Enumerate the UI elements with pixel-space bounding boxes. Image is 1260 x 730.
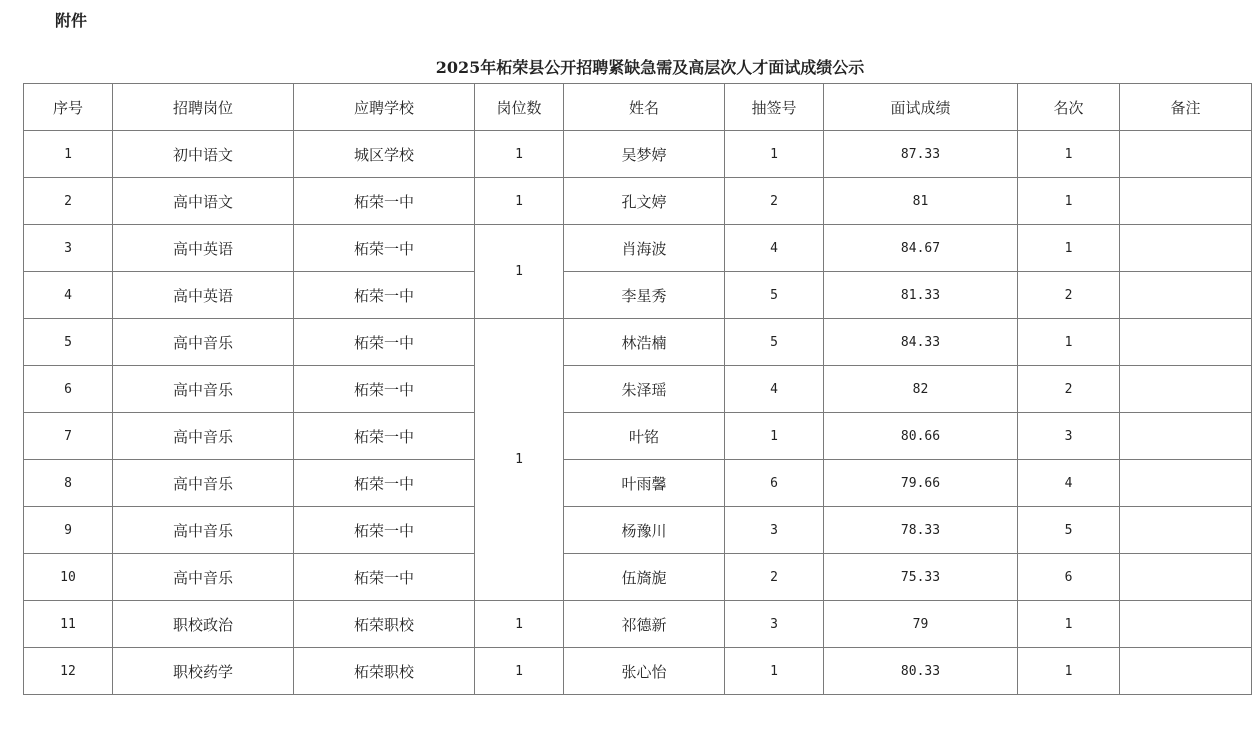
cell-seq: 11	[24, 601, 113, 648]
cell-seq: 2	[24, 178, 113, 225]
cell-note	[1120, 648, 1252, 695]
header-score: 面试成绩	[824, 84, 1018, 131]
header-school: 应聘学校	[294, 84, 475, 131]
cell-score: 81	[824, 178, 1018, 225]
cell-school: 柘荣一中	[294, 507, 475, 554]
table-row	[24, 178, 1252, 225]
cell-lot: 3	[725, 507, 824, 554]
table-row	[24, 460, 1252, 507]
cell-seq: 4	[24, 272, 113, 319]
cell-lot: 3	[725, 601, 824, 648]
cell-rank: 5	[1018, 507, 1120, 554]
cell-school: 城区学校	[294, 131, 475, 178]
interview-results-table	[23, 83, 1252, 695]
cell-lot: 5	[725, 272, 824, 319]
cell-position: 高中音乐	[113, 366, 294, 413]
table-row	[24, 131, 1252, 178]
header-name: 姓名	[564, 84, 725, 131]
table-row	[24, 648, 1252, 695]
cell-position: 高中音乐	[113, 460, 294, 507]
cell-position: 高中音乐	[113, 554, 294, 601]
header-slots: 岗位数	[475, 84, 564, 131]
cell-position: 高中音乐	[113, 319, 294, 366]
table-row	[24, 225, 1252, 272]
cell-note	[1120, 601, 1252, 648]
cell-lot: 4	[725, 366, 824, 413]
cell-lot: 1	[725, 648, 824, 695]
cell-note	[1120, 131, 1252, 178]
cell-rank: 1	[1018, 601, 1120, 648]
cell-lot: 5	[725, 319, 824, 366]
cell-seq: 8	[24, 460, 113, 507]
cell-seq: 12	[24, 648, 113, 695]
cell-name: 肖海波	[564, 225, 725, 272]
cell-note	[1120, 554, 1252, 601]
cell-name: 杨豫川	[564, 507, 725, 554]
cell-position: 职校药学	[113, 648, 294, 695]
document-title: 2025年柘荣县公开招聘紧缺急需及高层次人才面试成绩公示	[435, 58, 865, 77]
cell-note	[1120, 460, 1252, 507]
cell-rank: 1	[1018, 319, 1120, 366]
cell-rank: 1	[1018, 648, 1120, 695]
cell-rank: 3	[1018, 413, 1120, 460]
table-row	[24, 319, 1252, 366]
cell-rank: 2	[1018, 272, 1120, 319]
table-row	[24, 507, 1252, 554]
header-seq: 序号	[24, 84, 113, 131]
cell-school: 柘荣一中	[294, 225, 475, 272]
cell-score: 79.66	[824, 460, 1018, 507]
cell-slots: 1	[475, 131, 564, 178]
header-row	[24, 84, 1252, 131]
cell-score: 80.33	[824, 648, 1018, 695]
cell-name: 林浩楠	[564, 319, 725, 366]
cell-lot: 1	[725, 413, 824, 460]
cell-score: 81.33	[824, 272, 1018, 319]
table-row	[24, 554, 1252, 601]
cell-school: 柘荣一中	[294, 178, 475, 225]
table-row	[24, 601, 1252, 648]
cell-position: 高中语文	[113, 178, 294, 225]
header-position: 招聘岗位	[113, 84, 294, 131]
cell-name: 吴梦婷	[564, 131, 725, 178]
cell-name: 祁德新	[564, 601, 725, 648]
cell-note	[1120, 507, 1252, 554]
cell-score: 75.33	[824, 554, 1018, 601]
table-row	[24, 413, 1252, 460]
cell-position: 职校政治	[113, 601, 294, 648]
cell-rank: 6	[1018, 554, 1120, 601]
cell-seq: 9	[24, 507, 113, 554]
cell-seq: 3	[24, 225, 113, 272]
cell-name: 李星秀	[564, 272, 725, 319]
cell-lot: 6	[725, 460, 824, 507]
cell-score: 84.33	[824, 319, 1018, 366]
header-lot: 抽签号	[725, 84, 824, 131]
cell-school: 柘荣一中	[294, 366, 475, 413]
cell-note	[1120, 225, 1252, 272]
cell-rank: 4	[1018, 460, 1120, 507]
cell-name: 朱泽瑶	[564, 366, 725, 413]
cell-school: 柘荣一中	[294, 319, 475, 366]
cell-lot: 1	[725, 131, 824, 178]
cell-name: 张心怡	[564, 648, 725, 695]
cell-slots: 1	[475, 225, 564, 319]
cell-seq: 5	[24, 319, 113, 366]
cell-note	[1120, 319, 1252, 366]
cell-slots: 1	[475, 601, 564, 648]
cell-score: 87.33	[824, 131, 1018, 178]
cell-score: 84.67	[824, 225, 1018, 272]
cell-seq: 7	[24, 413, 113, 460]
cell-school: 柘荣一中	[294, 460, 475, 507]
cell-name: 孔文婷	[564, 178, 725, 225]
cell-position: 高中音乐	[113, 507, 294, 554]
cell-score: 82	[824, 366, 1018, 413]
cell-seq: 6	[24, 366, 113, 413]
cell-school: 柘荣职校	[294, 648, 475, 695]
cell-school: 柘荣职校	[294, 601, 475, 648]
header-rank: 名次	[1018, 84, 1120, 131]
cell-slots: 1	[475, 178, 564, 225]
cell-seq: 10	[24, 554, 113, 601]
cell-note	[1120, 413, 1252, 460]
cell-position: 高中音乐	[113, 413, 294, 460]
cell-name: 叶雨馨	[564, 460, 725, 507]
cell-slots: 1	[475, 319, 564, 601]
cell-school: 柘荣一中	[294, 413, 475, 460]
cell-lot: 2	[725, 554, 824, 601]
cell-note	[1120, 178, 1252, 225]
cell-score: 78.33	[824, 507, 1018, 554]
cell-school: 柘荣一中	[294, 554, 475, 601]
table-row	[24, 366, 1252, 413]
cell-lot: 4	[725, 225, 824, 272]
cell-name: 叶铭	[564, 413, 725, 460]
cell-rank: 1	[1018, 178, 1120, 225]
cell-rank: 1	[1018, 225, 1120, 272]
cell-name: 伍旖旎	[564, 554, 725, 601]
cell-lot: 2	[725, 178, 824, 225]
table-row	[24, 272, 1252, 319]
cell-note	[1120, 272, 1252, 319]
cell-slots: 1	[475, 648, 564, 695]
header-note: 备注	[1120, 84, 1252, 131]
cell-rank: 2	[1018, 366, 1120, 413]
cell-position: 高中英语	[113, 272, 294, 319]
cell-position: 初中语文	[113, 131, 294, 178]
cell-score: 79	[824, 601, 1018, 648]
cell-seq: 1	[24, 131, 113, 178]
cell-school: 柘荣一中	[294, 272, 475, 319]
cell-rank: 1	[1018, 131, 1120, 178]
cell-score: 80.66	[824, 413, 1018, 460]
cell-note	[1120, 366, 1252, 413]
cell-position: 高中英语	[113, 225, 294, 272]
attachment-label: 附件	[55, 11, 88, 30]
